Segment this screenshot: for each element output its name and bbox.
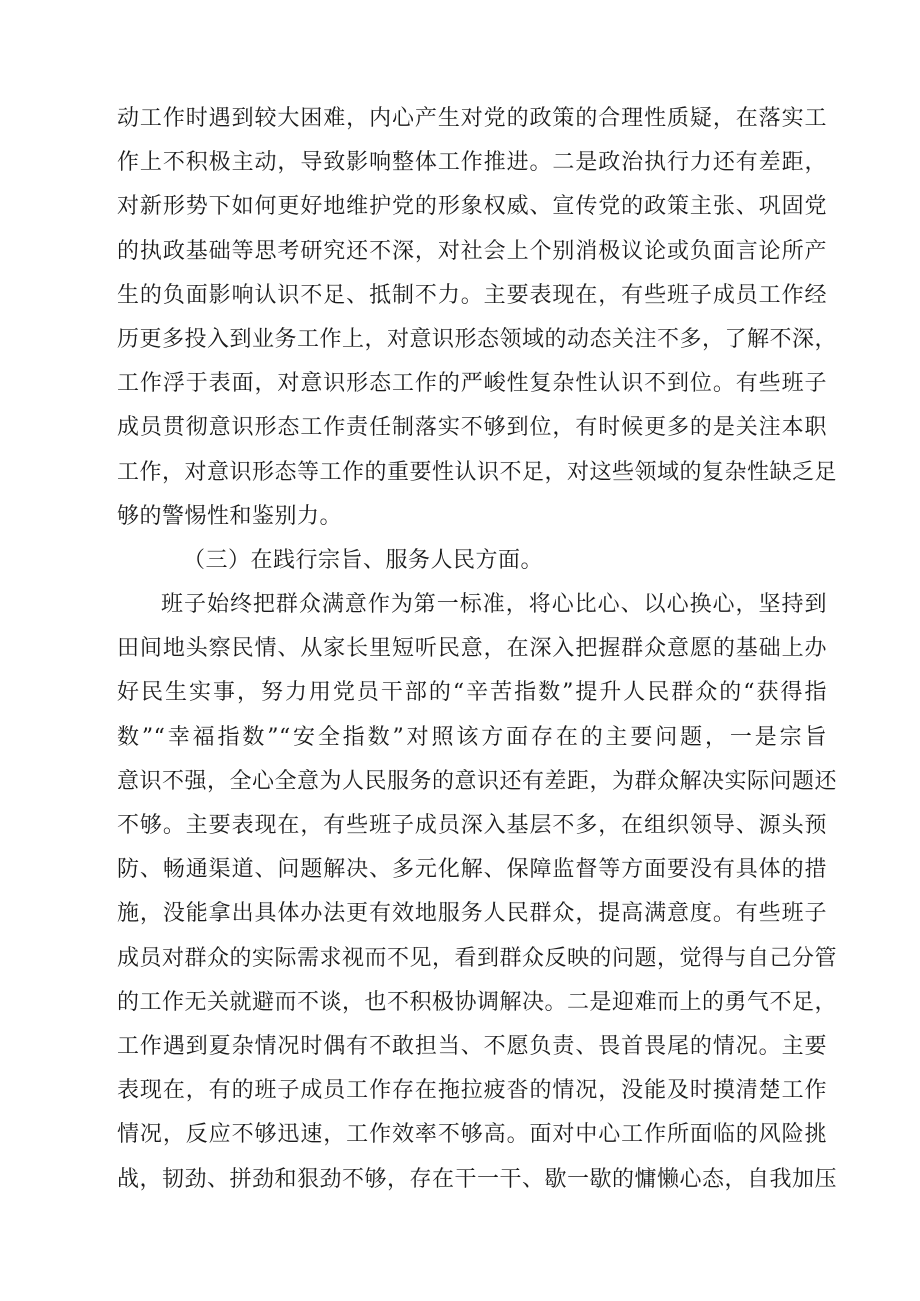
paragraph-1 bbox=[117, 97, 838, 539]
text-line: 表现在，有的班子成员工作存在拖拉疲沓的情况，没能及时摸清楚工作 bbox=[117, 1078, 827, 1104]
text-line: 动工作时遇到较大困难，内心产生对党的政策的合理性质疑，在落实工 bbox=[117, 106, 827, 131]
text-line: 的工作无关就避而不谈，也不积极协调解决。二是迎难而上的勇气不足， bbox=[117, 989, 838, 1015]
text-line: 成员贯彻意识形态工作责任制落实不够到位，有时候更多的是关注本职 bbox=[117, 415, 827, 441]
document-body bbox=[117, 97, 838, 1202]
text-line: 作上不积极主动，导致影响整体工作推进。二是政治执行力还有差距， bbox=[117, 150, 827, 176]
paragraph-2 bbox=[117, 583, 838, 1202]
section-heading bbox=[117, 539, 827, 583]
text-line: 工作浮于表面，对意识形态工作的严峻性复杂性认识不到位。有些班子 bbox=[117, 371, 827, 397]
text-line: 防、畅通渠道、问题解决、多元化解、保障监督等方面要没有具体的措 bbox=[117, 857, 827, 883]
text-line: 田间地头察民情、从家长里短听民意，在深入把握群众意愿的基础上办 bbox=[117, 636, 827, 662]
text-line: 工作遇到夏杂情况时偶有不敢担当、不愿负责、畏首畏尾的情况。主要 bbox=[117, 1033, 827, 1059]
text-line: 够的警惕性和鉴别力。 bbox=[117, 503, 343, 529]
text-line: 战，韧劲、拼劲和狠劲不够，存在干一干、歇一歇的慵懒心态，自我加压 bbox=[117, 1166, 838, 1192]
text-line: 施，没能拿出具体办法更有效地服务人民群众，提高满意度。有些班子 bbox=[117, 901, 827, 927]
text-line: 情况，反应不够迅速，工作效率不够高。面对中心工作所面临的风险挑 bbox=[117, 1122, 827, 1148]
text-line: 数”“幸福指数”“安全指数”对照该方面存在的主要问题，一是宗旨 bbox=[117, 724, 827, 750]
text-line: 班子始终把群众满意作为第一标准，将心比心、以心换心，坚持到 bbox=[161, 592, 827, 618]
text-line: 的执政基础等思考研究还不深，对社会上个别消极议论或负面言论所产 bbox=[117, 238, 827, 264]
text-line: 不够。主要表现在，有些班子成员深入基层不多，在组织领导、源头预 bbox=[117, 813, 827, 838]
text-line: 成员对群众的实际需求视而不见，看到群众反映的问题，觉得与自己分管 bbox=[117, 945, 838, 971]
text-line: 好民生实事，努力用党员干部的“辛苦指数”提升人民群众的“获得指 bbox=[117, 680, 827, 706]
text-line: 意识不强，全心全意为人民服务的意识还有差距，为群众解决实际问题还 bbox=[117, 768, 838, 794]
text-line: 对新形势下如何更好地维护党的形象权威、宣传党的政策主张、巩固党 bbox=[117, 194, 827, 220]
heading-line: （三）在践行宗旨、服务人民方面。 bbox=[183, 547, 544, 573]
text-line: 生的负面影响认识不足、抵制不力。主要表现在，有些班子成员工作经 bbox=[117, 282, 827, 308]
text-line: 历更多投入到业务工作上，对意识形态领域的动态关注不多，了解不深， bbox=[117, 326, 838, 352]
text-line: 工作，对意识形态等工作的重要性认识不足，对这些领域的复杂性缺乏足 bbox=[117, 459, 838, 485]
